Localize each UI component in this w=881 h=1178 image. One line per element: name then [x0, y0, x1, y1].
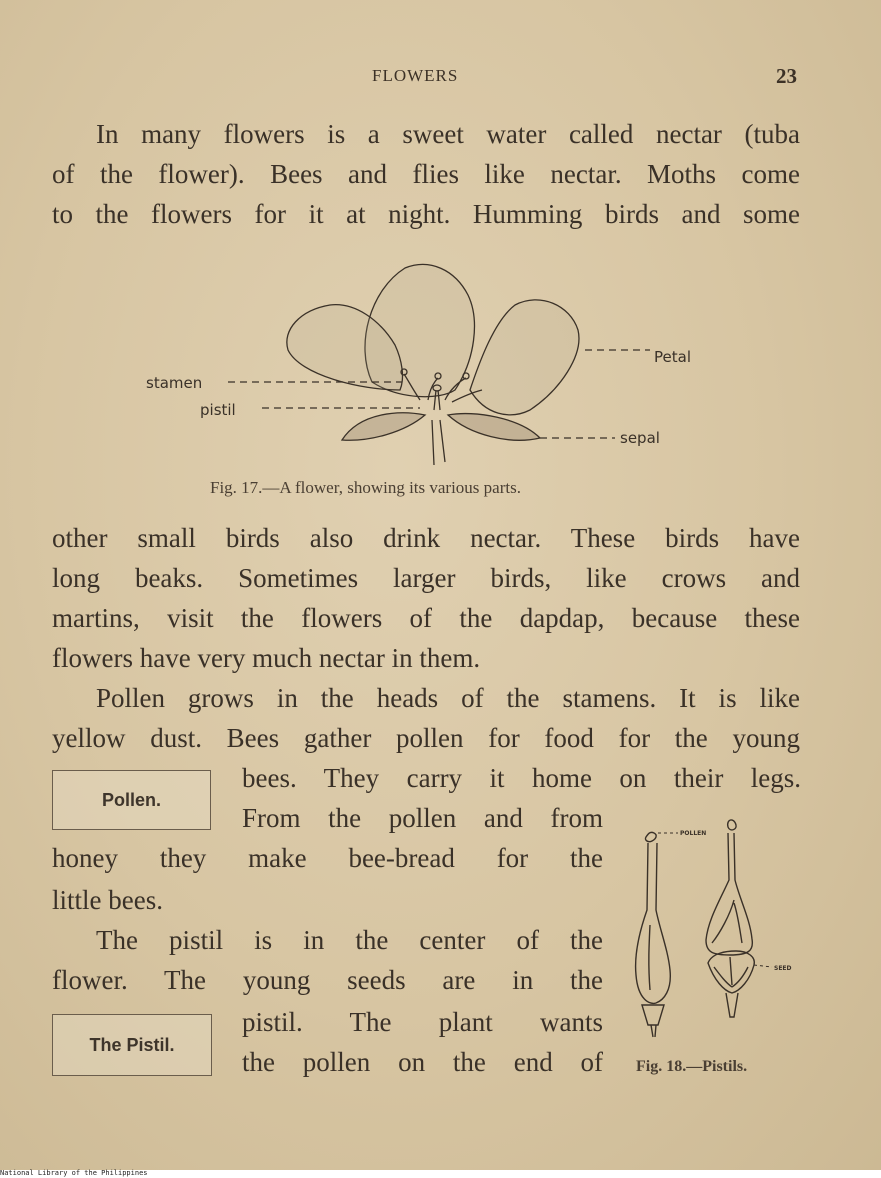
text-line: In many flowers is a sweet water called nectar (tuba [96, 119, 800, 149]
pollen-label: POLLEN [680, 830, 707, 837]
figure-caption: Fig. 17.—A flower, showing its various parts. [210, 478, 521, 497]
running-title: FLOWERS [372, 66, 459, 85]
text-line: flowers have very much nectar in them. [52, 643, 481, 673]
footer-credit: National Library of the Philippines [0, 1169, 148, 1177]
sidenote-pistil: The Pistil. [52, 1014, 212, 1076]
sepal-label: sepal [620, 429, 660, 447]
page-number: 23 [776, 64, 797, 88]
text-line: little bees. [52, 885, 163, 915]
text-line: honey they make bee-bread for the [52, 843, 603, 873]
seed-label: SEED [774, 965, 792, 972]
text-line: martins, visit the flowers of the dapdap, because these [52, 603, 800, 633]
text-line: pistil. The plant wants [242, 1007, 603, 1037]
pistil-label: pistil [200, 401, 236, 419]
text-line: other small birds also drink nectar. These birds have [52, 523, 800, 553]
stamen-label: stamen [146, 374, 203, 392]
text-line: yellow dust. Bees gather pollen for food for the young [52, 723, 800, 753]
text-line: Pollen grows in the heads of the stamens. It is like [96, 683, 800, 713]
pistils-illustration [630, 815, 800, 1045]
figure-caption: Fig. 18.—Pistils. [636, 1058, 748, 1075]
text-line: of the flower). Bees and flies like nectar. Moths come [52, 159, 800, 189]
text-line: bees. They carry it home on their legs. [242, 763, 801, 793]
text-line: flower. The young seeds are in the [52, 965, 603, 995]
text-line: long beaks. Sometimes larger birds, like crows and [52, 563, 800, 593]
text-line: the pollen on the end of [242, 1047, 603, 1077]
flower-illustration [0, 250, 881, 480]
text-line: to the flowers for it at night. Humming birds and some [52, 199, 800, 229]
text-line: From the pollen and from [242, 803, 603, 833]
petal-label: Petal [654, 348, 691, 366]
text-line: The pistil is in the center of the [96, 925, 603, 955]
sidenote-pollen: Pollen. [52, 770, 211, 830]
